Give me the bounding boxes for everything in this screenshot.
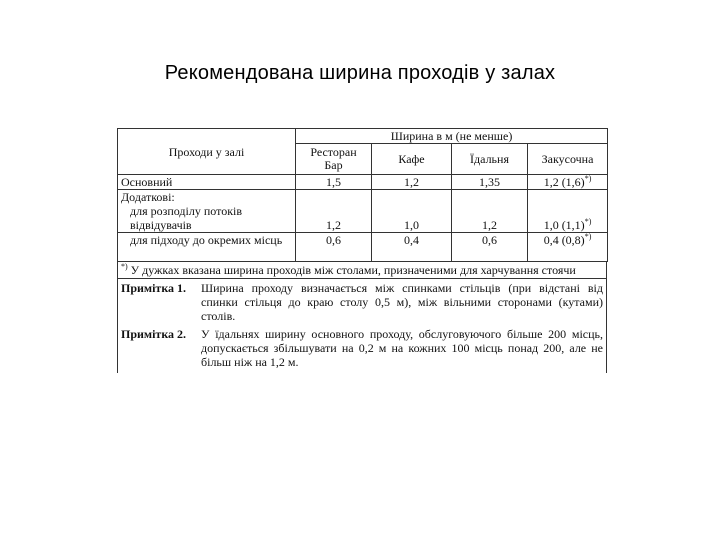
row-distribution-snack	[528, 204, 608, 233]
row-distribution-snack-value: 1,0 (1,1)	[543, 218, 585, 232]
row-distribution-label: для розподілу потоків відвідувачів	[118, 204, 296, 233]
row-main-canteen: 1,35	[452, 175, 528, 190]
table-row	[118, 204, 608, 233]
notes-block	[117, 279, 607, 373]
note-2-text: У їдальнях ширину основного проходу, обслуговуючого більше 200 місць, допускається збільшувати на 0,2 м на кожних 100 місць понад 200, але не більш ніж на 1,2 м.	[201, 327, 603, 369]
width-table	[117, 128, 608, 262]
document-table-block	[117, 128, 607, 373]
footnote	[117, 262, 607, 279]
table-row	[118, 233, 608, 262]
row-distribution-restaurant: 1,2	[296, 204, 372, 233]
header-width-group: Ширина в м (не менше)	[296, 129, 608, 144]
row-distribution-snack-mark: *)	[584, 217, 592, 226]
row-main-snack	[528, 175, 608, 190]
row-distribution-cafe: 1,0	[372, 204, 452, 233]
header-restaurant-bar	[296, 144, 372, 175]
row-separate-snack-value: 0,4 (0,8)	[543, 233, 585, 247]
header-snack: Закусочна	[528, 144, 608, 175]
header-restaurant: Ресторан	[310, 145, 357, 159]
row-separate-cafe: 0,4	[372, 233, 452, 262]
row-separate-canteen: 0,6	[452, 233, 528, 262]
row-separate-label: для підходу до окремих місць	[118, 233, 296, 262]
header-passes: Проходи у залі	[118, 129, 296, 175]
header-bar: Бар	[324, 158, 343, 172]
table-row	[118, 190, 608, 205]
row-main-label: Основний	[118, 175, 296, 190]
header-cafe: Кафе	[372, 144, 452, 175]
note-1-text: Ширина проходу визначається між спинками стільців (при відстані від спинки стільця до краю столу 0,5 м), між вільними сторонами (кутами) столів.	[201, 281, 603, 323]
row-main-cafe: 1,2	[372, 175, 452, 190]
note-1-label: Примітка 1.	[121, 281, 187, 295]
footnote-mark: *)	[121, 262, 128, 271]
row-main-restaurant: 1,5	[296, 175, 372, 190]
row-main-snack-mark: *)	[584, 174, 592, 183]
row-main-snack-value: 1,2 (1,6)	[543, 175, 585, 189]
row-distribution-canteen: 1,2	[452, 204, 528, 233]
table-row	[118, 175, 608, 190]
slide-title: Рекомендована ширина проходів у залах	[164, 62, 556, 84]
note-1	[121, 281, 603, 323]
row-separate-restaurant: 0,6	[296, 233, 372, 262]
row-extra-label: Додаткові:	[118, 190, 296, 205]
footnote-text: У дужках вказана ширина проходів між столами, призначеними для харчування стоячи	[130, 263, 576, 277]
row-separate-snack-mark: *)	[584, 232, 592, 241]
note-2	[121, 327, 603, 369]
note-2-label: Примітка 2.	[121, 327, 187, 341]
row-separate-snack	[528, 233, 608, 262]
header-canteen: Їдальня	[452, 144, 528, 175]
